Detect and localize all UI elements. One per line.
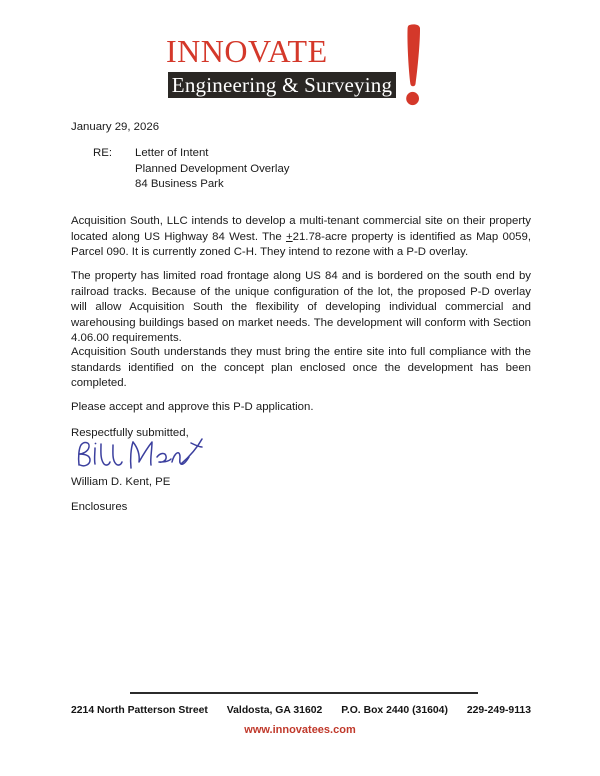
re-subject-lines [135, 146, 290, 193]
signer-name: William D. Kent, PE [71, 476, 171, 488]
re-line-2: Planned Development Overlay [135, 162, 290, 175]
paragraph-1-part-a: Acquisition South, LLC intends to develop a multi-tenant commercial site on their property located along US Highway 84 West. The [71, 215, 531, 243]
footer-po-box: P.O. Box 2440 (31604) [341, 705, 448, 716]
footer-contact-row [71, 705, 531, 716]
paragraph-1 [71, 214, 531, 261]
paragraph-3: Acquisition South understands they must bring the entire site into full compliance with the standards identified on the concept plan enclosed once the development has been completed. [71, 346, 531, 390]
paragraph-1-part-b: 21.78-acre property is identified as Map 0059, Parcel 090. It is currently zoned C-H. They intend to rezone with a P-D overlay. [71, 230, 531, 259]
re-line-3: 84 Business Park [135, 178, 224, 190]
re-label: RE: [93, 147, 112, 159]
footer-address: 2214 North Patterson Street [71, 705, 208, 716]
company-logo [166, 20, 434, 108]
letterhead [0, 20, 600, 108]
logo-tagline: Engineering & Surveying [171, 73, 393, 97]
footer-website-link[interactable]: www.innovatees.com [244, 724, 356, 736]
re-block [93, 146, 290, 193]
footer-divider [130, 692, 478, 694]
paragraph-4: Please accept and approve this P-D application. [71, 401, 314, 414]
closing-salutation: Respectfully submitted, [71, 427, 189, 440]
footer-city-state-zip: Valdosta, GA 31602 [226, 705, 323, 716]
exclamation-mark-icon [398, 22, 428, 108]
enclosures-note: Enclosures [71, 501, 128, 513]
logo-tagline-band [168, 72, 396, 98]
logo-wordmark: innovate [166, 22, 328, 72]
footer-phone: 229-249-9113 [466, 705, 531, 716]
paragraph-2: The property has limited road frontage along US 84 and is bordered on the south end by railroad tracks. Because of the unique configuration of the lot, the proposed P-D overlay will allow Acquisition South the flexibility of developing individual commercial and warehousing buildings based on market needs. The development will conform with Section 4.06.00 requirements. [71, 270, 531, 345]
re-line-1: Letter of Intent [135, 147, 209, 159]
plus-minus-symbol: + [285, 230, 293, 243]
signature-image [73, 435, 203, 477]
letter-date: January 29, 2026 [71, 121, 160, 133]
